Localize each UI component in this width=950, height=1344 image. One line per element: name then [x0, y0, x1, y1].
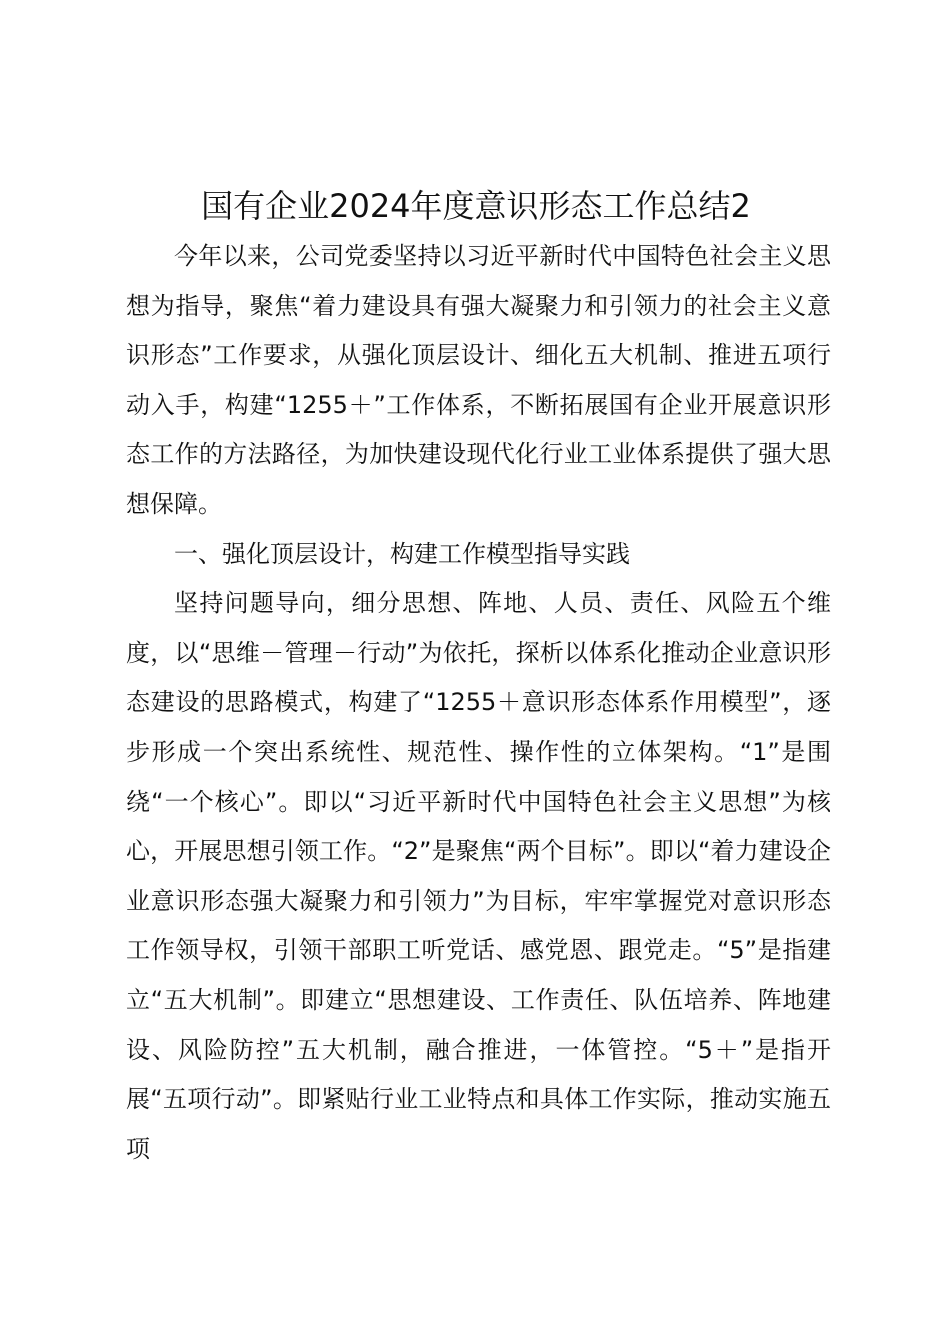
document-body [126, 232, 831, 1174]
section-paragraph: 坚持问题导向，细分思想、阵地、人员、责任、风险五个维度，以“思维－管理－行动”为依托，探析以体系化推动企业意识形态建设的思路模式，构建了“1255＋意识形态体系作用模型”，逐步形成一个突出系统性、规范性、操作性的立体架构。“1”是围绕“一个核心”。即以“习近平新时代中国特色社会主义思想”为核心，开展思想引领工作。“2”是聚焦“两个目标”。即以“着力建设企业意识形态强大凝聚力和引领力”为目标，牢牢掌握党对意识形态工作领导权，引领干部职工听党话、感党恩、跟党走。“5”是指建立“五大机制”。即建立“思想建设、工作责任、队伍培养、阵地建设、风险防控”五大机制，融合推进，一体管控。“5＋”是指开展“五项行动”。即紧贴行业工业特点和具体工作实际，推动实施五项 [126, 589, 831, 1163]
section-heading: 一、强化顶层设计，构建工作模型指导实践 [174, 539, 630, 568]
intro-paragraph: 今年以来，公司党委坚持以习近平新时代中国特色社会主义思想为指导，聚焦“着力建设具有强大凝聚力和引领力的社会主义意识形态”工作要求，从强化顶层设计、细化五大机制、推进五项行动入手，构建“1255＋”工作体系，不断拓展国有企业开展意识形态工作的方法路径，为加快建设现代化行业工业体系提供了强大思想保障。 [126, 242, 831, 518]
document-title: 国有企业2024年度意识形态工作总结2 [201, 187, 751, 225]
